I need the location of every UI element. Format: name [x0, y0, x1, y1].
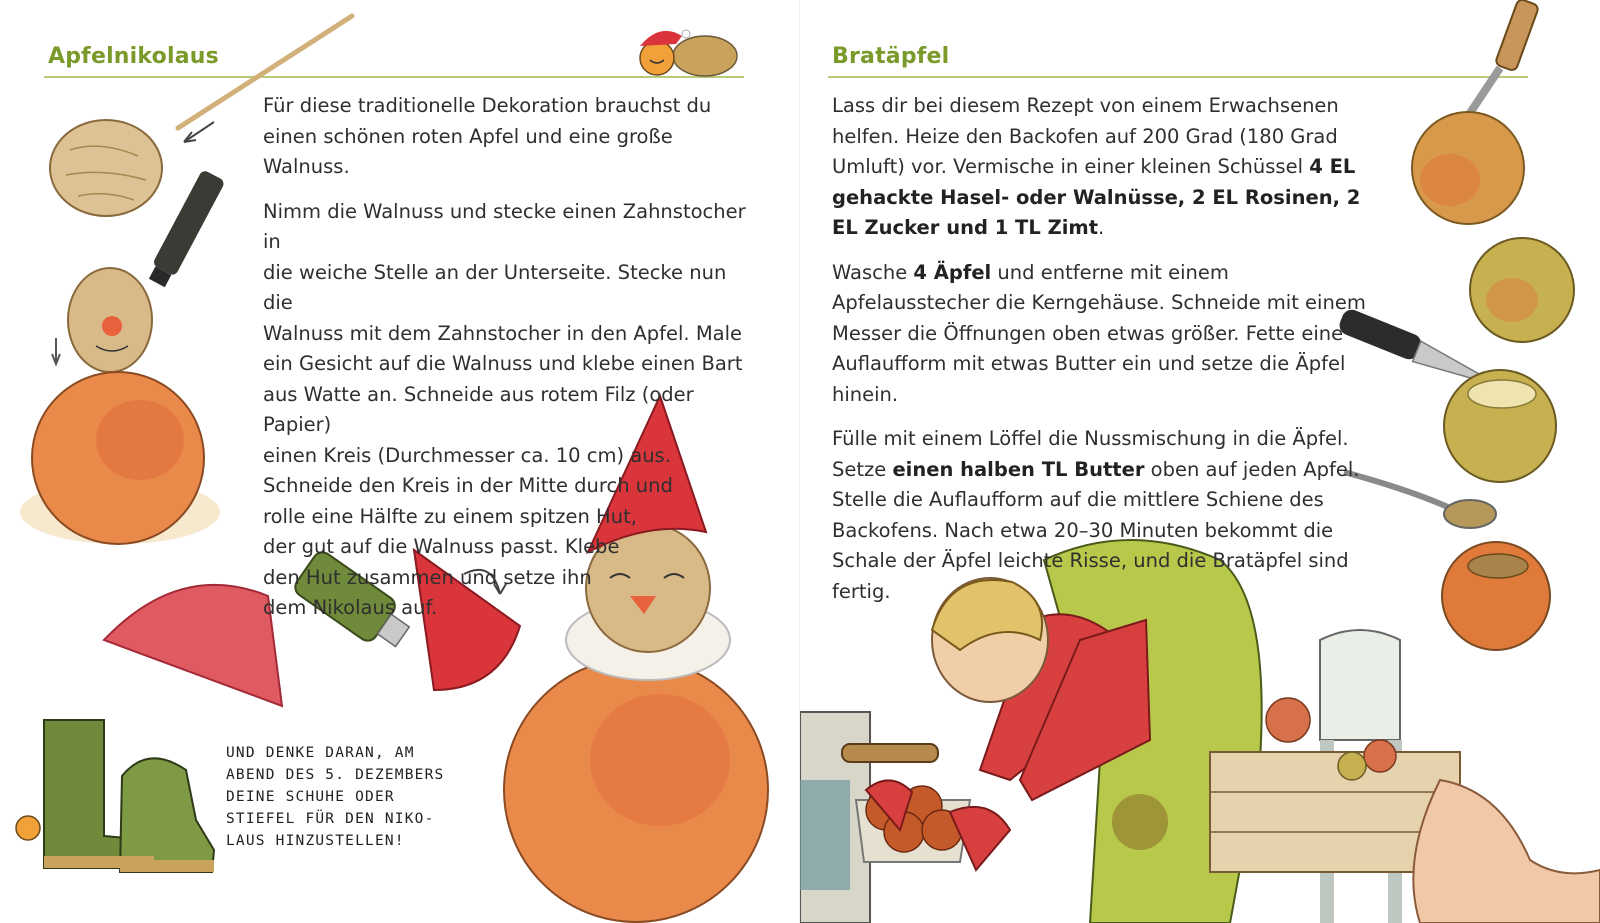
recipe-text-span: Wasche: [832, 260, 914, 284]
intro-text: [263, 91, 753, 624]
instruction-line: dem Nikolaus auf.: [263, 596, 438, 619]
butter-bold: einen halben TL Butter: [892, 457, 1145, 481]
ingredients-bold: 4 EL gehackte Hasel- oder Walnüsse, 2 EL Rosinen, 2 EL Zucker und 1 TL Zimt: [832, 155, 1361, 239]
instruction-line: einen Kreis (Durchmesser ca. 10 cm) aus.: [263, 443, 671, 467]
apples-bold: 4 Äpfel: [913, 260, 992, 284]
instructions-paragraph: [263, 197, 753, 624]
intro-paragraph: Für diese traditionelle Dekoration brauchst du einen schönen roten Apfel und eine große Walnuss.: [263, 94, 712, 178]
recipe-text-span: Lass dir bei diesem Rezept von einem Erwachsenen helfen. Heize den Backofen auf 200 Grad (180 Grad Umluft) vor. Vermische in einer kleinen Schüssel: [832, 94, 1339, 178]
recipe-text-span: oben auf jeden Apfel. Stelle die Auflaufform auf die mittlere Schiene des Backofens. Nach etwa 20–30 Minuten bekommt die Schale der Äpfel leichte Risse, und die Bratäpfel sind fertig.: [832, 457, 1360, 603]
walnut: [50, 120, 162, 216]
recipe-text-span: .: [1098, 216, 1105, 239]
instruction-line: den Hut zusammen und setze ihn: [263, 565, 592, 589]
recipe-paragraph-1: [832, 91, 1377, 244]
recipe-text-span: und entferne mit einem Apfelausstecher die Kerngehäuse. Schneide mit einem Messer die Öffnungen oben etwas größer. Fette eine Auflaufform mit etwas Butter ein und setze die Äpfel hinein.: [832, 260, 1366, 406]
recipe-text-span: Fülle mit einem Löffel die Nussmischung in die Äpfel. Setze: [832, 427, 1349, 481]
reminder-note: [226, 742, 466, 852]
instruction-line: der gut auf die Walnuss passt. Klebe: [263, 535, 620, 558]
instruction-line: aus Watte an. Schneide aus rotem Filz (oder Papier): [263, 382, 694, 436]
page-title-brataepfel: Bratäpfel: [832, 44, 950, 69]
apple-corer: [1495, 0, 1540, 72]
instruction-line: Walnuss mit dem Zahnstocher in den Apfel. Male: [263, 321, 743, 345]
pig: [1413, 780, 1600, 923]
reminder-line: UND DENKE DARAN, AM: [226, 745, 415, 761]
reminder-line: LAUS HINZUSTELLEN!: [226, 833, 405, 849]
right-page: [800, 0, 1600, 923]
felt-half-circle: [104, 585, 282, 706]
baking-dish: [856, 780, 1010, 870]
reminder-line: ABEND DES 5. DEZEMBERS: [226, 767, 445, 783]
reminder-line: STIEFEL FÜR DEN NIKO-: [226, 811, 435, 827]
boots-illustration: [16, 720, 214, 872]
recipe-text: [832, 91, 1377, 621]
recipe-paragraph-3: [832, 424, 1377, 607]
recipe-paragraph-2: [832, 258, 1377, 411]
instruction-line: Schneide den Kreis in der Mitte durch und: [263, 474, 673, 497]
instruction-line: die weiche Stelle an der Unterseite. Stecke nun die: [263, 260, 727, 314]
reminder-line: DEINE SCHUHE ODER: [226, 789, 395, 805]
instruction-line: Nimm die Walnuss und stecke einen Zahnstocher in: [263, 199, 746, 253]
santa-mascot-icon: [640, 30, 737, 76]
page-title-apfelnikolaus: Apfelnikolaus: [48, 44, 219, 69]
instruction-line: rolle eine Hälfte zu einem spitzen Hut,: [263, 504, 637, 528]
instruction-line: ein Gesicht auf die Walnuss und klebe einen Bart: [263, 352, 743, 375]
